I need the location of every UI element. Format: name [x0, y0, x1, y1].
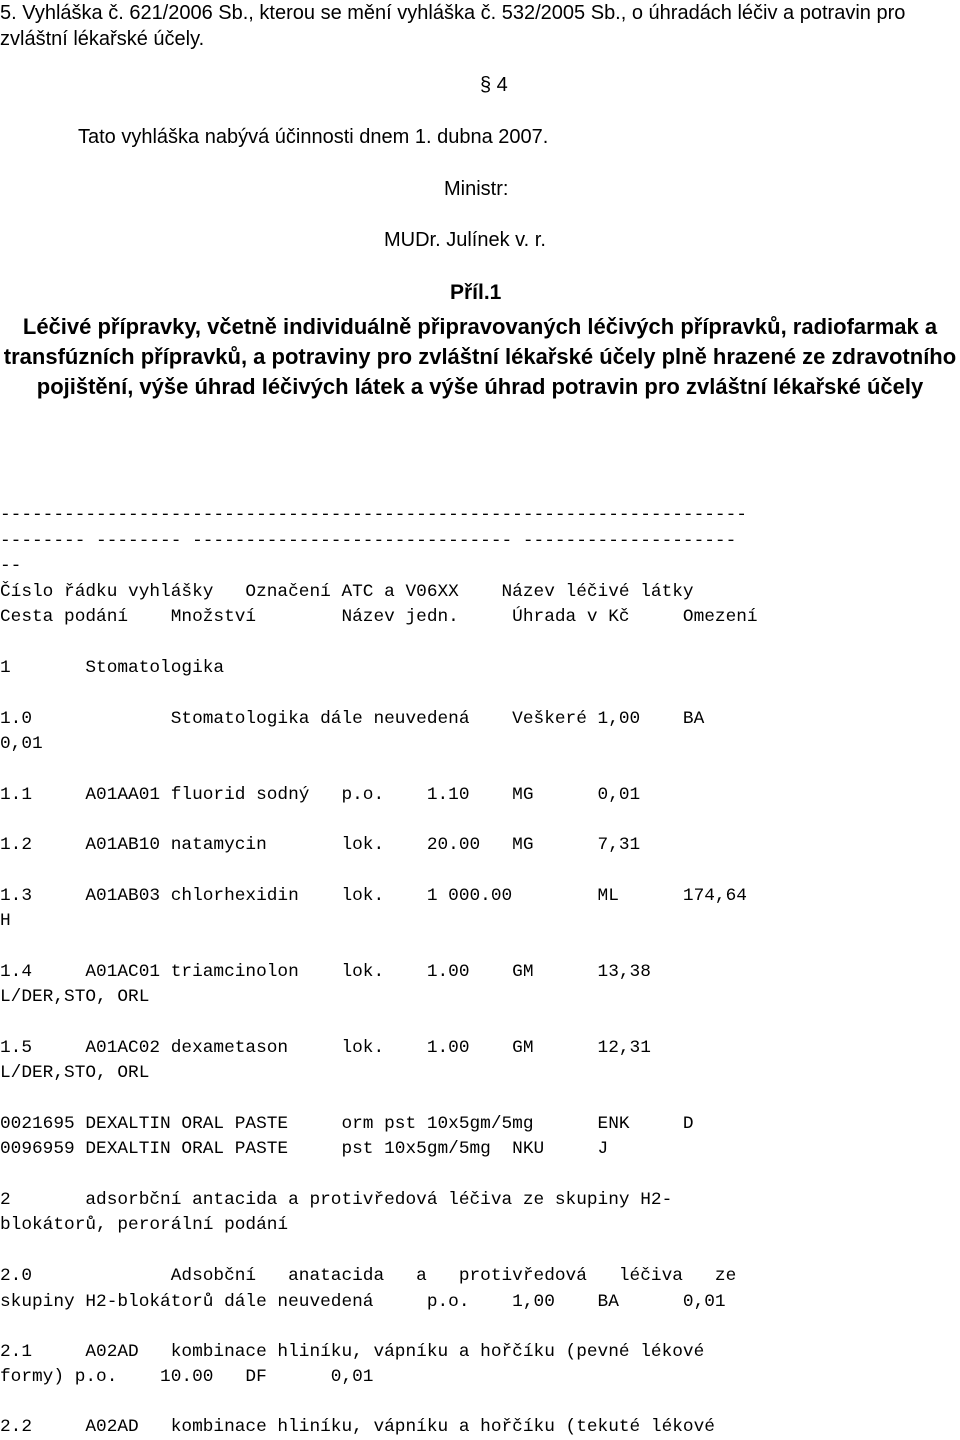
- table-row: 1.0 Stomatologika dále neuvedená Veškeré 1,00 BA: [0, 709, 705, 729]
- table-row: 1.3 A01AB03 chlorhexidin lok. 1 000.00 ML 174,64: [0, 886, 747, 906]
- table-row: formy) p.o. 10.00 DF 0,01: [0, 1367, 374, 1387]
- table-row: 0021695 DEXALTIN ORAL PASTE orm pst 10x5gm/5mg ENK D: [0, 1114, 694, 1134]
- table-row: 1.1 A01AA01 fluorid sodný p.o. 1.10 MG 0,01: [0, 785, 641, 805]
- table-row: 1 Stomatologika: [0, 658, 225, 678]
- table-row: 1.4 A01AC01 triamcinolon lok. 1.00 GM 13,38: [0, 962, 651, 982]
- section-number: § 4: [480, 74, 508, 96]
- table-row: 1.5 A01AC02 dexametason lok. 1.00 GM 12,31: [0, 1038, 651, 1058]
- table-row: L/DER,STO, ORL: [0, 1063, 150, 1083]
- annex-title: Léčivé přípravky, včetně individuálně připravovaných léčivých přípravků, radiofarmak a transfúzních přípravků, a potraviny pro zvláštní lékařské účely plně hrazené ze zdravotního pojištění, výše úhrad léčivých látek a výše úhrad potravin pro zvláštní lékařské účely: [3, 314, 957, 399]
- table-row: 2.0 Adsobční anatacida a protivředová léčiva ze: [0, 1266, 737, 1286]
- minister-label: Ministr:: [444, 178, 509, 200]
- minister-name: MUDr. Julínek v. r.: [384, 229, 546, 251]
- table-row: L/DER,STO, ORL: [0, 987, 150, 1007]
- table-row: 1.2 A01AB10 natamycin lok. 20.00 MG 7,31: [0, 835, 641, 855]
- table-header: Číslo řádku vyhlášky Označení ATC a V06XX Název léčivé látky: [0, 582, 694, 602]
- table-row: 2.1 A02AD kombinace hliníku, vápníku a hořčíku (pevné lékové: [0, 1342, 705, 1362]
- table-row: skupiny H2-blokátorů dále neuvedená p.o. 1,00 BA 0,01: [0, 1292, 726, 1312]
- document-intro: 5. Vyhláška č. 621/2006 Sb., kterou se mění vyhláška č. 532/2005 Sb., o úhradách léčiv a potravin pro zvláštní lékařské účely.: [0, 2, 906, 50]
- table-separator: --: [0, 556, 22, 576]
- annex-label: Příl.1: [450, 281, 502, 304]
- effective-date-text: Tato vyhláška nabývá účinnosti dnem 1. dubna 2007.: [78, 126, 549, 148]
- table-row: 0096959 DEXALTIN ORAL PASTE pst 10x5gm/5mg NKU J: [0, 1139, 609, 1159]
- table-separator: -------- -------- ------------------------------ --------------------: [0, 531, 737, 551]
- table-separator: ----------------------------------------------------------------------: [0, 505, 747, 525]
- table-row: 2 adsorbční antacida a protivředová léčiva ze skupiny H2-: [0, 1190, 673, 1210]
- table-row: 2.2 A02AD kombinace hliníku, vápníku a hořčíku (tekuté lékové: [0, 1417, 715, 1437]
- table-row: H: [0, 911, 11, 931]
- table-row: 0,01: [0, 734, 43, 754]
- table-row: blokátorů, perorální podání: [0, 1215, 289, 1235]
- table-header: Cesta podání Množství Název jedn. Úhrada v Kč Omezení: [0, 607, 758, 627]
